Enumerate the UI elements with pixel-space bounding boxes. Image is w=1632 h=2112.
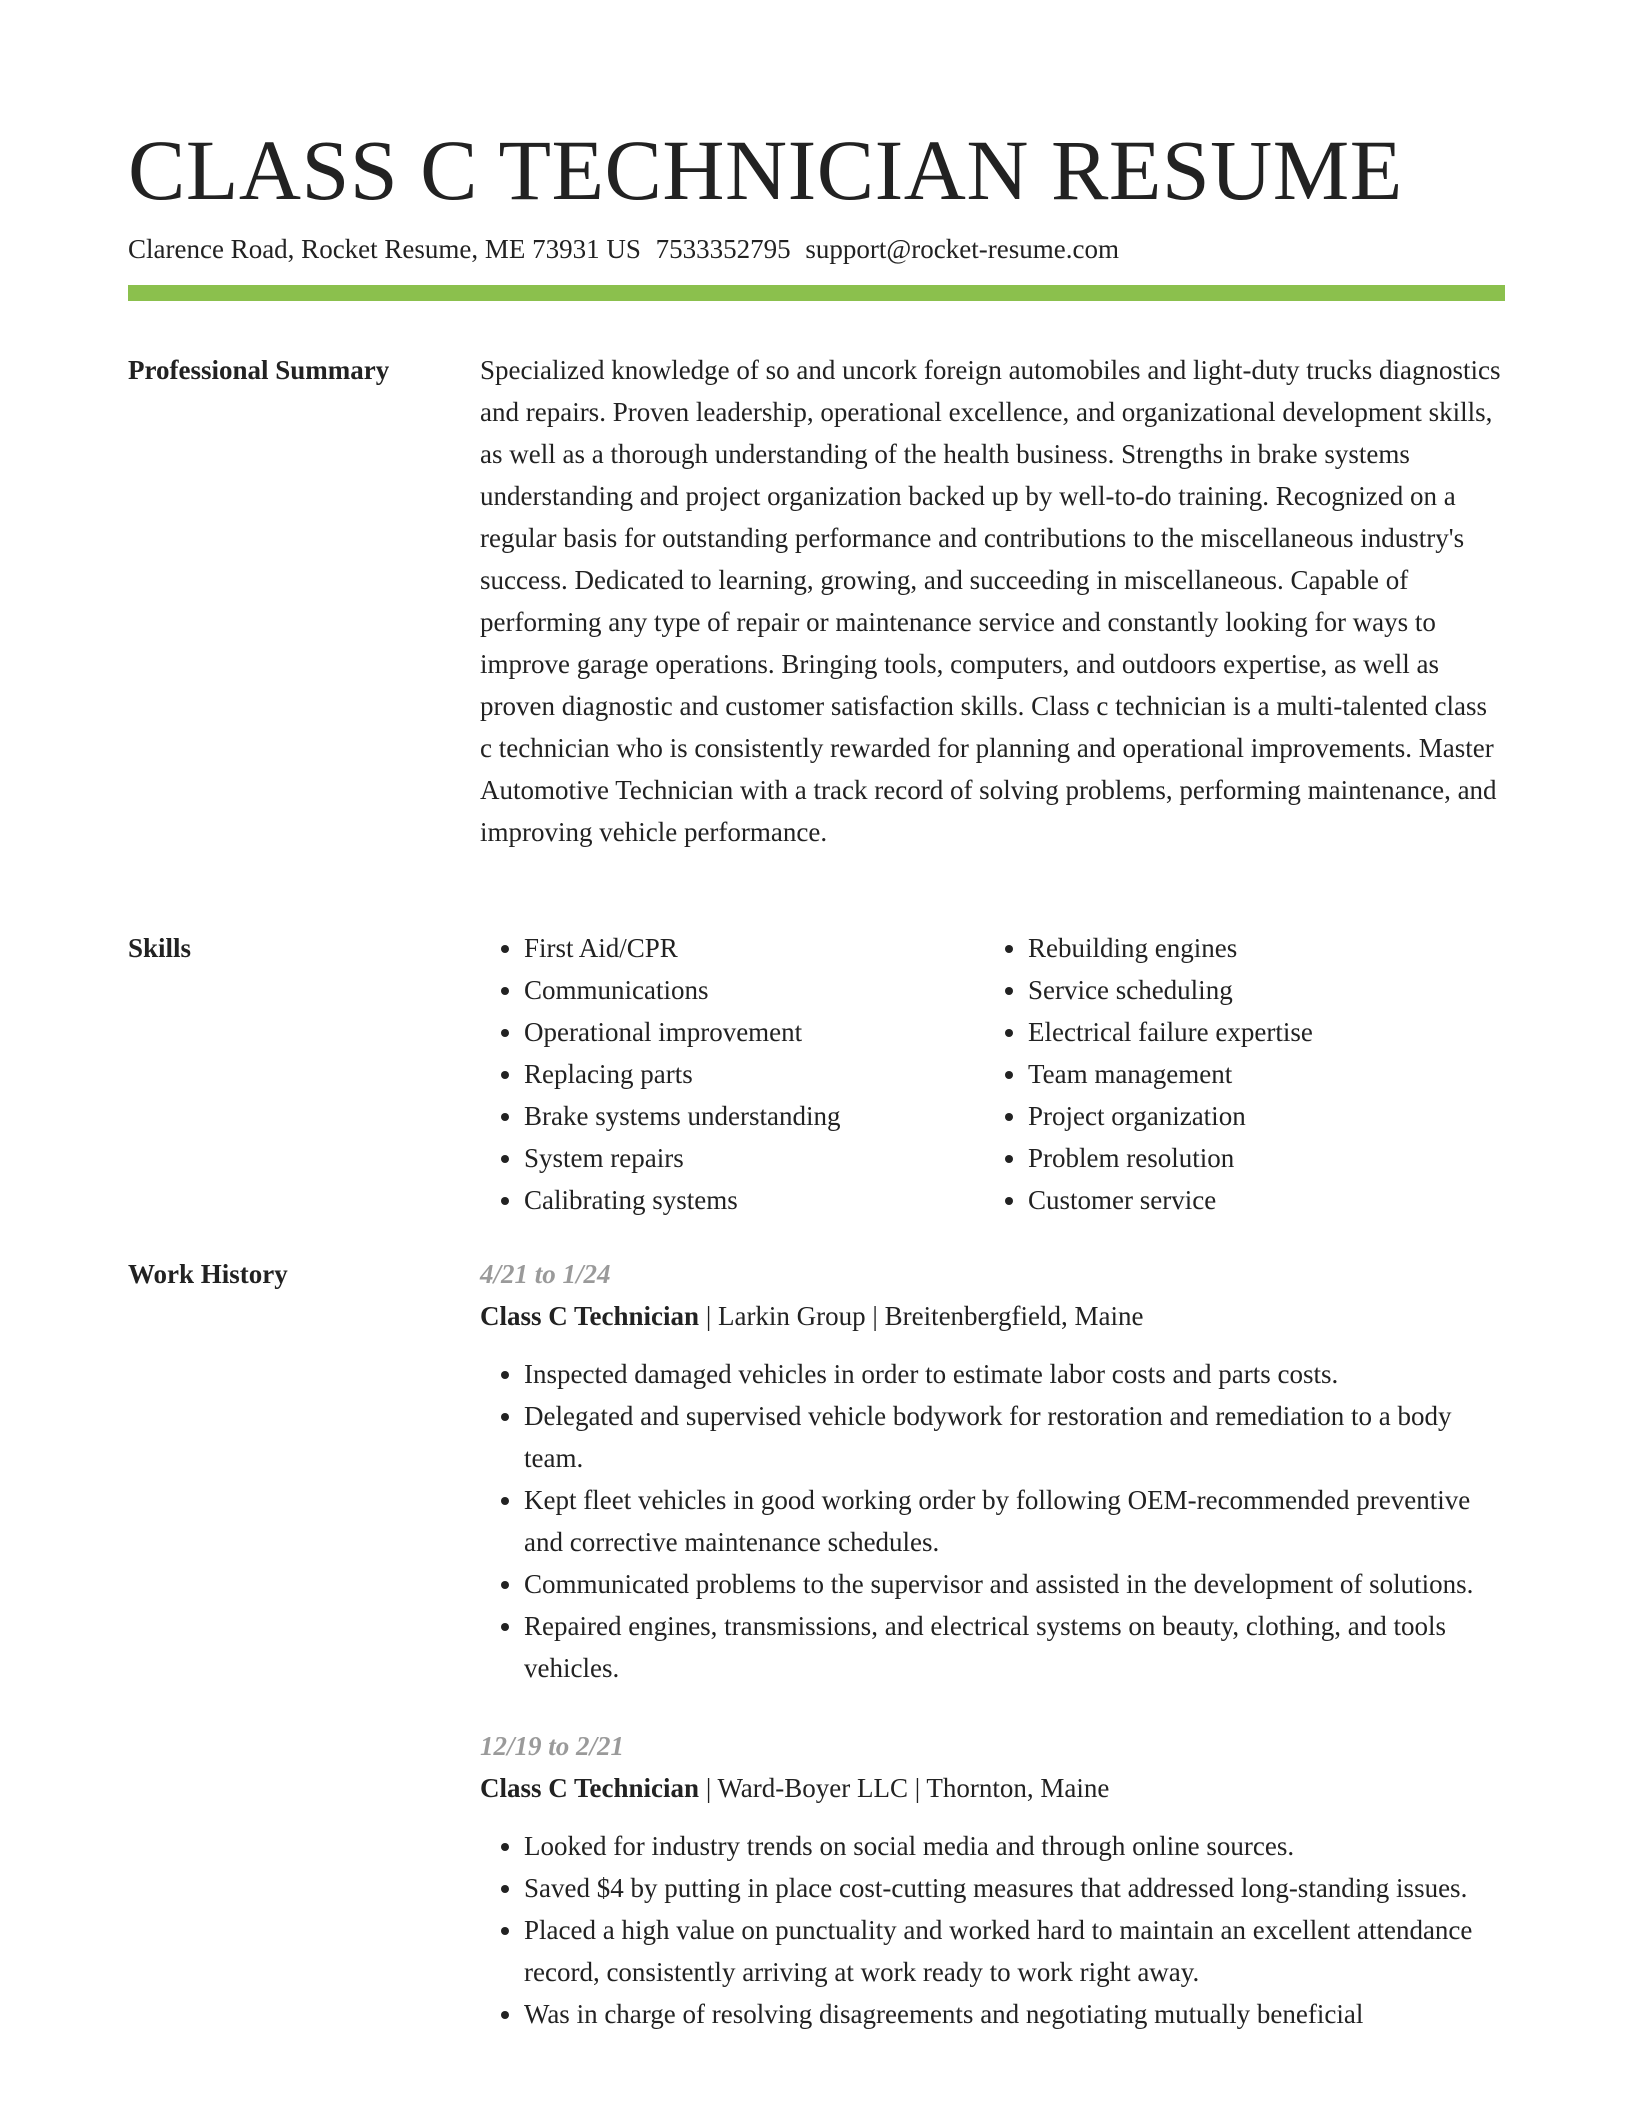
summary-body <box>480 349 1505 853</box>
job-dates: 4/21 to 1/24 <box>480 1259 611 1289</box>
job-bullet: • Saved $4 by putting in place cost-cutting measures that addressed long-standing issues. <box>524 1867 1505 1909</box>
skill-item: • Replacing parts <box>524 1053 984 1095</box>
skill-item: • Rebuilding engines <box>1028 927 1488 969</box>
work-history-body <box>480 1253 1505 2071</box>
job-bullet: • Repaired engines, transmissions, and electrical systems on beauty, clothing, and tools vehicles. <box>524 1605 1505 1689</box>
skill-item: • Electrical failure expertise <box>1028 1011 1488 1053</box>
skills-list-right <box>984 927 1488 1221</box>
skill-item: • Operational improvement <box>524 1011 984 1053</box>
skills-columns <box>480 927 1505 1221</box>
work-history-heading: Work History <box>128 1259 288 1289</box>
job-bullet: • Inspected damaged vehicles in order to estimate labor costs and parts costs. <box>524 1353 1505 1395</box>
job-company-location: | Ward-Boyer LLC | Thornton, Maine <box>705 1773 1110 1803</box>
skill-item: • Customer service <box>1028 1179 1488 1221</box>
job-title: Class C Technician <box>480 1301 700 1331</box>
skill-item: • Problem resolution <box>1028 1137 1488 1179</box>
skill-item: • System repairs <box>524 1137 984 1179</box>
contact-email: support@rocket-resume.com <box>805 234 1119 264</box>
job-title-line <box>480 1295 1505 1337</box>
contact-phone: 7533352795 <box>655 234 791 264</box>
job-bullet: • Looked for industry trends on social media and through online sources. <box>524 1825 1505 1867</box>
summary-text: Specialized knowledge of so and uncork foreign automobiles and light-duty trucks diagnostics and repairs. Proven leadership, operational excellence, and organizational development skills, as well as a thorough understanding of the health business. Strengths in brake systems understanding and project organization backed up by well-to-do training. Recognized on a regular basis for outstanding performance and contributions to the miscellaneous industry's success. Dedicated to learning, growing, and succeeding in miscellaneous. Capable of performing any type of repair or maintenance service and constantly looking for ways to improve garage operations. Bringing tools, computers, and outdoors expertise, as well as proven diagnostic and customer satisfaction skills. Class c technician is a multi-talented class c technician who is consistently rewarded for planning and operational improvements. Master Automotive Technician with a track record of solving problems, performing maintenance, and improving vehicle performance. <box>480 355 1501 847</box>
skill-item: • Calibrating systems <box>524 1179 984 1221</box>
job-bullet: • Delegated and supervised vehicle bodywork for restoration and remediation to a body team. <box>524 1395 1505 1479</box>
job-title: Class C Technician <box>480 1773 700 1803</box>
skills-list-left <box>480 927 984 1221</box>
contact-line <box>128 232 1119 266</box>
job-title-line <box>480 1767 1505 1809</box>
skill-item: • First Aid/CPR <box>524 927 984 969</box>
skill-item: • Communications <box>524 969 984 1011</box>
job-dates: 12/19 to 2/21 <box>480 1731 625 1761</box>
skills-heading: Skills <box>128 933 192 963</box>
header-divider <box>128 285 1505 301</box>
job-bullet: • Placed a high value on punctuality and worked hard to maintain an excellent attendance record, consistently arriving at work ready to work right away. <box>524 1909 1505 1993</box>
job-entry <box>480 1725 1505 2035</box>
job-bullet: • Was in charge of resolving disagreements and negotiating mutually beneficial <box>524 1993 1505 2035</box>
skill-item: • Project organization <box>1028 1095 1488 1137</box>
job-bullet-list <box>480 1825 1505 2035</box>
skill-item: • Team management <box>1028 1053 1488 1095</box>
skills-body <box>480 927 1505 1221</box>
job-bullet: • Kept fleet vehicles in good working order by following OEM-recommended preventive and corrective maintenance schedules. <box>524 1479 1505 1563</box>
contact-address: Clarence Road, Rocket Resume, ME 73931 US <box>128 234 641 264</box>
skill-item: • Service scheduling <box>1028 969 1488 1011</box>
skill-item: • Brake systems understanding <box>524 1095 984 1137</box>
job-bullet: • Communicated problems to the supervisor and assisted in the development of solutions. <box>524 1563 1505 1605</box>
job-bullet-list <box>480 1353 1505 1689</box>
summary-heading: Professional Summary <box>128 355 390 385</box>
job-company-location: | Larkin Group | Breitenbergfield, Maine <box>705 1301 1144 1331</box>
resume-title: CLASS C TECHNICIAN RESUME <box>128 122 1403 218</box>
job-entry <box>480 1253 1505 1689</box>
